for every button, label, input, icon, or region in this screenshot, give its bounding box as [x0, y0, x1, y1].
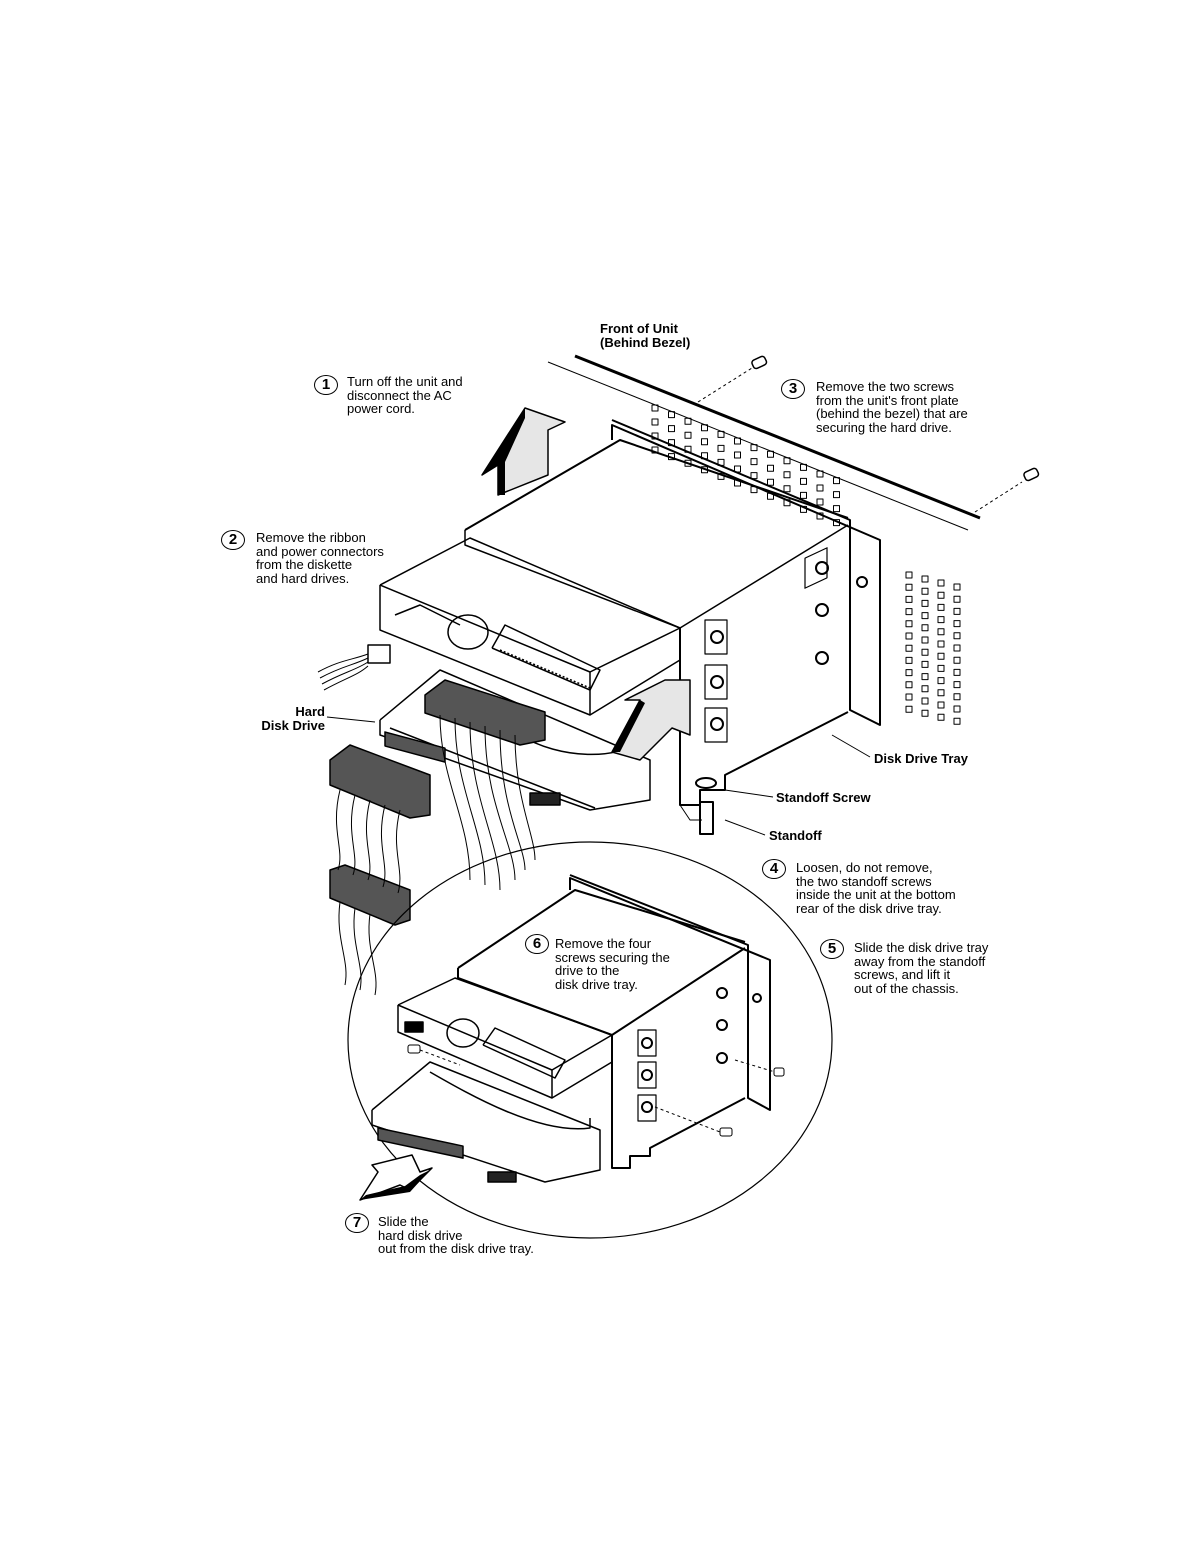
power-cable: [318, 645, 390, 690]
vent-hole: [938, 665, 944, 671]
vent-hole: [906, 572, 912, 578]
vent-hole: [834, 506, 840, 512]
vent-hole: [669, 426, 675, 432]
step-number: 2: [221, 530, 245, 550]
vent-hole: [817, 485, 823, 491]
vent-hole: [652, 419, 658, 425]
vent-hole: [906, 657, 912, 663]
vent-hole: [954, 621, 960, 627]
step-number: 4: [762, 859, 786, 879]
vent-hole: [922, 637, 928, 643]
vent-hole: [922, 686, 928, 692]
vent-hole: [938, 617, 944, 623]
vent-hole: [938, 653, 944, 659]
vent-hole: [801, 492, 807, 498]
vent-hole: [954, 669, 960, 675]
front-of-unit-label: Front of Unit (Behind Bezel): [600, 321, 691, 350]
vent-hole: [938, 641, 944, 647]
step-instruction: Remove the four screws securing the drive to the disk drive tray.: [555, 936, 670, 992]
vent-hole: [718, 445, 724, 451]
vent-hole: [906, 694, 912, 700]
diskette-drive: [380, 538, 680, 715]
vent-hole: [906, 706, 912, 712]
vent-hole: [954, 718, 960, 724]
vent-hole: [784, 486, 790, 492]
vent-hole: [938, 580, 944, 586]
vent-hole: [938, 592, 944, 598]
vent-hole: [954, 633, 960, 639]
vent-hole: [954, 608, 960, 614]
vent-hole: [938, 629, 944, 635]
vent-hole: [685, 432, 691, 438]
vent-hole: [768, 465, 774, 471]
vent-hole: [906, 633, 912, 639]
vent-hole: [702, 439, 708, 445]
vent-hole: [922, 674, 928, 680]
vent-hole: [834, 492, 840, 498]
step-instruction: Slide the hard disk drive out from the disk drive tray.: [378, 1214, 534, 1256]
detail-disk-drive-tray: [458, 875, 770, 1168]
vent-hole: [906, 670, 912, 676]
vent-hole: [938, 714, 944, 720]
vent-hole: [922, 600, 928, 606]
vent-hole: [922, 661, 928, 667]
step-instruction: Slide the disk drive tray away from the standoff screws, and lift it out of the chassis.: [854, 940, 989, 996]
step-number: 6: [525, 934, 549, 954]
vent-hole: [922, 588, 928, 594]
hard-disk-drive-label: Hard Disk Drive: [261, 704, 325, 733]
vent-hole: [906, 621, 912, 627]
step-number: 5: [820, 939, 844, 959]
lift-up-arrow-icon: [482, 408, 565, 495]
step-number: 1: [314, 375, 338, 395]
vent-hole: [954, 596, 960, 602]
step-instruction: Loosen, do not remove, the two standoff screws inside the unit at the bottom rear of the disk drive tray.: [796, 860, 956, 916]
vent-hole: [954, 657, 960, 663]
vent-hole: [906, 596, 912, 602]
slide-out-drive-arrow-icon: [360, 1155, 432, 1200]
vent-hole: [922, 625, 928, 631]
vent-hole: [906, 682, 912, 688]
vent-hole: [735, 452, 741, 458]
disk-drive-tray-label: Disk Drive Tray: [874, 751, 968, 766]
vent-hole: [938, 678, 944, 684]
step-number: 7: [345, 1213, 369, 1233]
front-plate-screw-lower: [975, 467, 1039, 512]
vent-hole: [954, 706, 960, 712]
vent-hole: [922, 649, 928, 655]
vent-hole: [922, 698, 928, 704]
detail-diskette-drive: [398, 978, 612, 1098]
front-plate-screw-upper: [698, 355, 767, 402]
vent-hole: [906, 584, 912, 590]
vent-hole: [784, 472, 790, 478]
vent-hole: [954, 645, 960, 651]
chassis-side-vents: [906, 572, 960, 724]
step-instruction: Remove the two screws from the unit's front plate (behind the bezel) that are securing the hard drive.: [816, 379, 968, 435]
vent-hole: [954, 694, 960, 700]
ribbon-cable-hard-drive: [425, 680, 545, 890]
step-number: 3: [781, 379, 805, 399]
vent-hole: [751, 459, 757, 465]
vent-hole: [768, 479, 774, 485]
vent-hole: [906, 645, 912, 651]
vent-hole: [938, 702, 944, 708]
vent-hole: [954, 682, 960, 688]
standoff-screw-label: Standoff Screw: [776, 790, 871, 805]
vent-hole: [922, 576, 928, 582]
step-instruction: Turn off the unit and disconnect the AC power cord.: [347, 374, 463, 416]
vent-hole: [922, 710, 928, 716]
vent-hole: [801, 478, 807, 484]
vent-hole: [906, 609, 912, 615]
vent-hole: [938, 690, 944, 696]
vent-hole: [922, 613, 928, 619]
vent-hole: [938, 604, 944, 610]
vent-hole: [817, 499, 823, 505]
step-instruction: Remove the ribbon and power connectors from the diskette and hard drives.: [256, 530, 384, 586]
standoff-label: Standoff: [769, 828, 822, 843]
vent-hole: [954, 584, 960, 590]
ribbon-cable-diskette: [330, 745, 430, 995]
slide-tray-arrow-icon: [612, 680, 690, 760]
